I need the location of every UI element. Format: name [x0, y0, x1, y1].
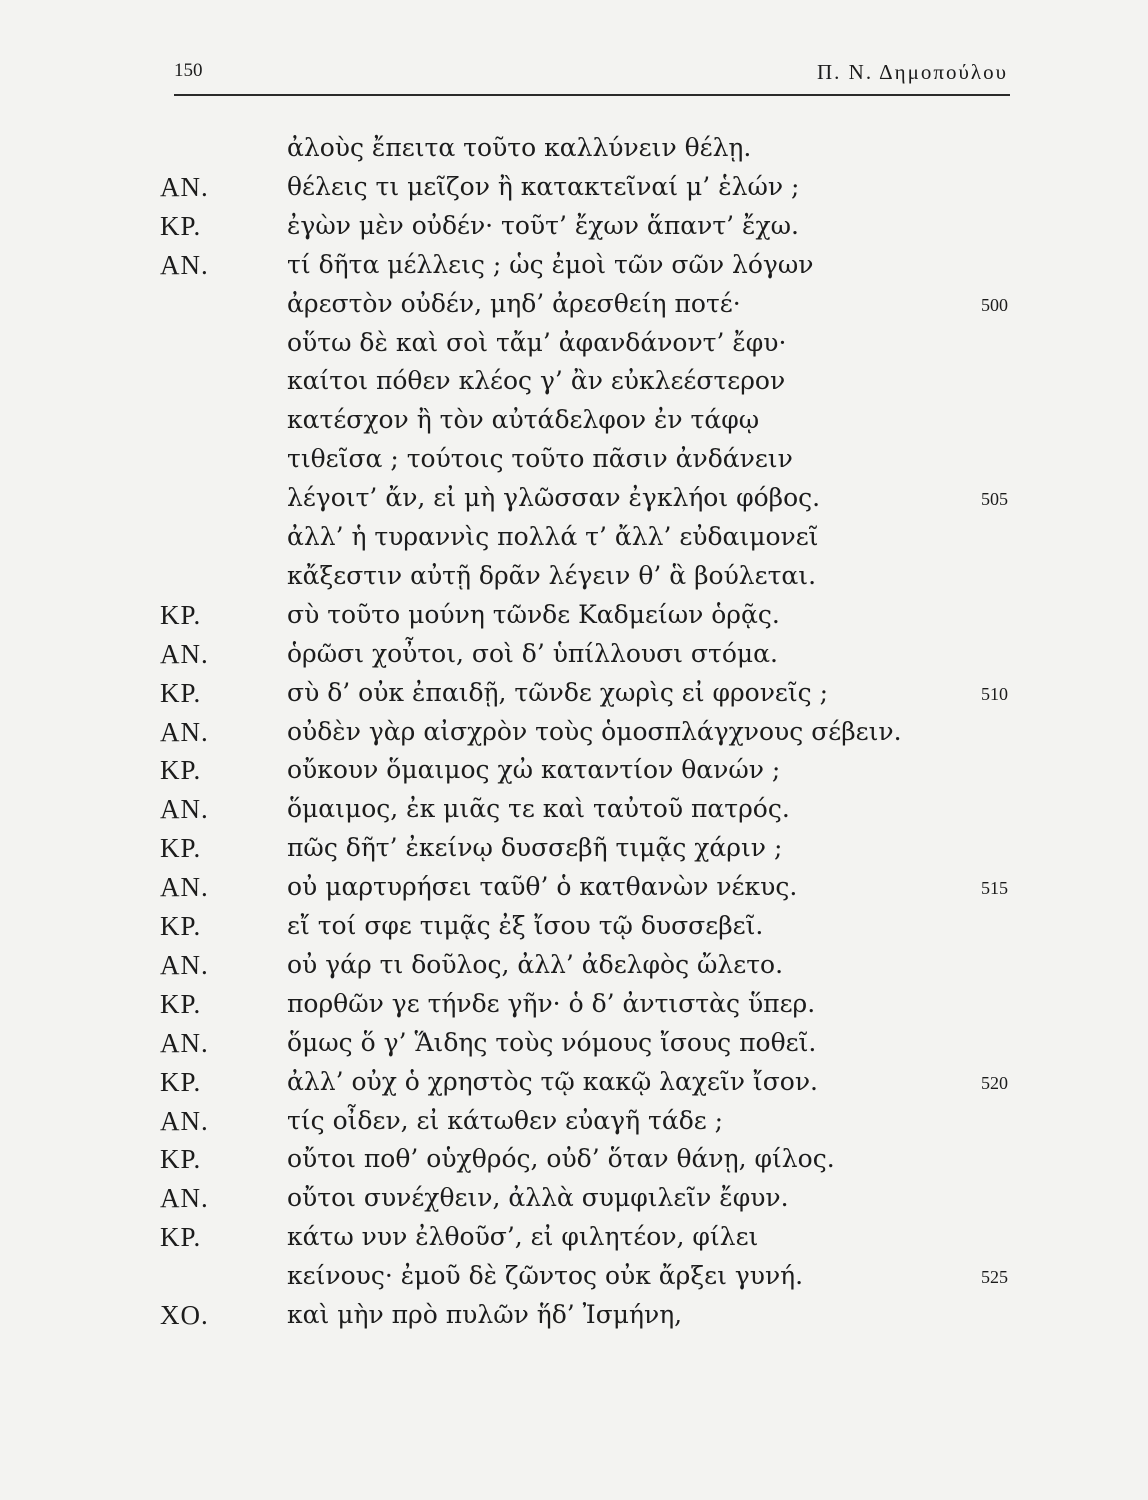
speaker-label: ΚΡ. [160, 1222, 202, 1253]
verse-line [0, 1028, 1148, 1066]
line-number: 515 [981, 878, 1008, 899]
line-number: 510 [981, 683, 1008, 704]
verse-line [0, 1222, 1148, 1260]
verse-text-line: κἄξεστιν αὐτῇ δρᾶν λέγειν θ’ ἃ βούλεται. [287, 560, 817, 590]
verse-line [0, 678, 1148, 716]
verse-text-line: οὔκουν ὅμαιμος χὠ καταντίον θανών ; [287, 755, 781, 785]
verse-line [0, 405, 1148, 443]
line-number: 505 [981, 489, 1008, 510]
verse-text-line: ἀλοὺς ἔπειτα τοῦτο καλλύνειν θέλῃ. [287, 133, 752, 162]
verse-line [0, 794, 1148, 832]
verse-line [0, 366, 1148, 404]
verse-text-line: πορθῶν γε τήνδε γῆν· ὁ δ’ ἀντιστὰς ὕπερ. [287, 988, 816, 1018]
verse-line [0, 639, 1148, 677]
verse-line [0, 911, 1148, 949]
verse-line [0, 289, 1148, 327]
verse-line [0, 1183, 1148, 1221]
speaker-label: ΑΝ. [160, 1027, 209, 1058]
speaker-label: ΑΝ. [160, 171, 209, 202]
verse-text-line: ἀλλ’ οὐχ ὁ χρηστὸς τῷ κακῷ λαχεῖν ἴσον. [287, 1066, 818, 1096]
speaker-label: ΑΝ. [160, 949, 209, 980]
verse-text-line: σὺ δ’ οὐκ ἐπαιδῇ, τῶνδε χωρὶς εἰ φρονεῖς ; [287, 677, 829, 707]
speaker-label: ΑΝ. [160, 638, 209, 669]
verse-text-line: οὔτοι ποθ’ οὑχθρός, οὐδ’ ὅταν θάνῃ, φίλος. [287, 1144, 835, 1174]
speaker-label: ΑΝ. [160, 1105, 209, 1136]
verse-text-line: λέγοιτ’ ἄν, εἰ μὴ γλῶσσαν ἐγκλήοι φόβος. [287, 483, 821, 513]
speaker-label: ΑΝ. [160, 249, 209, 280]
verse-line [0, 1106, 1148, 1144]
verse-line [0, 444, 1148, 482]
verse-text-line: ὁρῶσι χοὖτοι, σοὶ δ’ ὑπίλλουσι στόμα. [287, 638, 778, 668]
verse-text-line: ἐγὼν μὲν οὐδέν· τοῦτ’ ἔχων ἅπαντ’ ἔχω. [287, 210, 799, 240]
verse-text-line: ἀλλ’ ἡ τυραννὶς πολλά τ’ ἄλλ’ εὐδαιμονεῖ [287, 522, 819, 551]
speaker-label: ΚΡ. [160, 210, 202, 241]
verse-line [0, 833, 1148, 871]
speaker-label: ΑΝ. [160, 1183, 209, 1214]
verse-text-line: οὐ μαρτυρήσει ταῦθ’ ὁ κατθανὼν νέκυς. [287, 872, 798, 902]
line-number: 500 [981, 294, 1008, 315]
verse-text-line: οὐ γάρ τι δοῦλος, ἀλλ’ ἀδελφὸς ὤλετο. [287, 949, 784, 979]
verse-text-line: οὔτοι συνέχθειν, ἀλλὰ συμφιλεῖν ἔφυν. [287, 1183, 789, 1213]
verse-text-line: σὺ τοῦτο μούνη τῶνδε Καδμείων ὁρᾷς. [287, 599, 780, 629]
verse-line [0, 328, 1148, 366]
speaker-label: ΑΝ. [160, 794, 209, 825]
line-number: 520 [981, 1072, 1008, 1093]
verse-line [0, 1261, 1148, 1299]
verse-line [0, 872, 1148, 910]
verse-text-line: κάτω νυν ἐλθοῦσ’, εἰ φιλητέον, φίλει [287, 1222, 759, 1252]
verse-line [0, 211, 1148, 249]
verse-text-line: ὅμως ὅ γ’ Ἅιδης τοὺς νόμους ἴσους ποθεῖ. [287, 1027, 817, 1057]
verse-line [0, 250, 1148, 288]
verse-text-line: ὅμαιμος, ἐκ μιᾶς τε καὶ ταὐτοῦ πατρός. [287, 794, 790, 824]
verse-text-line: κείνους· ἐμοῦ δὲ ζῶντος οὐκ ἄρξει γυνή. [287, 1261, 804, 1291]
speaker-label: ΑΝ. [160, 872, 209, 903]
speaker-label: ΚΡ. [160, 677, 202, 708]
verse-line [0, 1144, 1148, 1182]
verse-text-line: οὕτω δὲ καὶ σοὶ τἄμ’ ἀφανδάνοντ’ ἔφυ· [287, 327, 787, 357]
verse-text-line: τί δῆτα μέλλεις ; ὡς ἐμοὶ τῶν σῶν λόγων [287, 249, 814, 279]
verse-line [0, 600, 1148, 638]
speaker-label: ΑΝ. [160, 716, 209, 747]
running-head: Π. Ν. Δημοπούλου [817, 60, 1008, 84]
verse-line [0, 989, 1148, 1027]
verse-text-line: ἀρεστὸν οὐδέν, μηδ’ ἀρεσθείη ποτέ· [287, 288, 741, 318]
verse-text-line: τίς οἶδεν, εἰ κάτωθεν εὐαγῆ τάδε ; [287, 1105, 724, 1135]
speaker-label: ΧΟ. [160, 1300, 209, 1330]
verse-line [0, 1300, 1148, 1338]
speaker-label: ΚΡ. [160, 833, 202, 864]
verse-text-line: κατέσχον ἢ τὸν αὐτάδελφον ἐν τάφῳ [287, 405, 760, 435]
verse-text-line: οὐδὲν γὰρ αἰσχρὸν τοὺς ὁμοσπλάγχνους σέβειν. [287, 716, 902, 746]
verse-text-line: καὶ μὴν πρὸ πυλῶν ἥδ’ Ἰσμήνη, [287, 1300, 683, 1329]
verse-text-line: πῶς δῆτ’ ἐκείνῳ δυσσεβῆ τιμᾷς χάριν ; [287, 833, 783, 863]
verse-line [0, 1067, 1148, 1105]
verse-line [0, 172, 1148, 210]
verse-line [0, 561, 1148, 599]
verse-line [0, 483, 1148, 521]
speaker-label: ΚΡ. [160, 1144, 202, 1175]
verse-line [0, 755, 1148, 793]
verse-line [0, 133, 1148, 171]
speaker-label: ΚΡ. [160, 988, 202, 1019]
verse-text-line: θέλεις τι μεῖζον ἢ κατακτεῖναί μ’ ἑλών ; [287, 171, 800, 201]
verse-text-line: τιθεῖσα ; τούτοις τοῦτο πᾶσιν ἀνδάνειν [287, 444, 793, 474]
verse-line [0, 717, 1148, 755]
speaker-label: ΚΡ. [160, 911, 202, 941]
verse-text-line: καίτοι πόθεν κλέος γ’ ἂν εὐκλεέστερον [287, 366, 786, 396]
verse-text-line: εἴ τοί σφε τιμᾷς ἐξ ἴσου τῷ δυσσεβεῖ. [287, 911, 764, 940]
line-number: 525 [981, 1267, 1008, 1288]
verse-line [0, 950, 1148, 988]
speaker-label: ΚΡ. [160, 755, 202, 786]
speaker-label: ΚΡ. [160, 599, 202, 630]
verse-line [0, 522, 1148, 560]
speaker-label: ΚΡ. [160, 1066, 202, 1097]
page-header [174, 60, 1010, 96]
page-number: 150 [174, 60, 203, 81]
